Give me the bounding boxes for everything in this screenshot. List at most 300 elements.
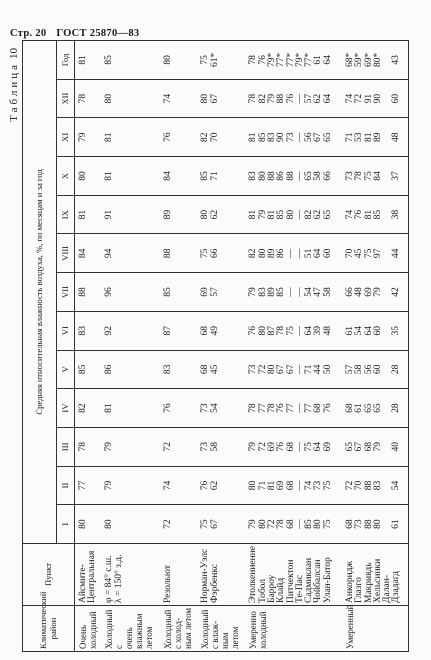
humidity-value: 85 [104, 55, 115, 65]
point-name: Макривдь [363, 562, 374, 603]
point-name: λ = 150° з.д. [113, 554, 124, 603]
humidity-value: 84 [78, 248, 88, 259]
humidity-value: 67 [276, 364, 287, 375]
humidity-value: 64 [304, 325, 315, 336]
point-name: Улан-Батор [322, 557, 333, 603]
point-name: Клайд [276, 577, 287, 603]
point-name: Барроу [266, 574, 277, 603]
value-cell [75, 41, 102, 80]
humidity-value: 74 [345, 209, 355, 220]
humidity-value: 48 [354, 287, 365, 297]
point-name: Фэрбенкс [209, 564, 220, 603]
humidity-value: 81 [104, 132, 115, 143]
point-name: Тобол [257, 578, 268, 603]
humidity-value: 75 [304, 442, 315, 452]
humidity-value: 69 [200, 287, 211, 297]
humidity-value: 59* [354, 52, 365, 67]
point-name: Чойбалсан [313, 559, 324, 603]
humidity-value: 72 [345, 480, 355, 491]
climate-region-cell [75, 606, 102, 652]
humidity-value: 94 [104, 248, 115, 259]
humidity-value: 54 [354, 325, 365, 336]
humidity-value: 53 [354, 132, 365, 143]
standard-code: ГОСТ 25870—83 [56, 28, 140, 39]
humidity-value: — [294, 442, 305, 452]
point-name: Глазго [354, 577, 365, 603]
humidity-value: 81 [104, 403, 115, 413]
humidity-value: 68 [345, 519, 355, 529]
value-cell [75, 195, 102, 234]
humidity-value: 76 [163, 403, 174, 413]
value-cell [101, 41, 160, 80]
value-cell [342, 118, 409, 157]
humidity-value: 72 [257, 442, 268, 452]
climate-region-line: Очень [78, 625, 88, 649]
value-cell [101, 118, 160, 157]
humidity-value: — [294, 209, 305, 220]
humidity-value: 85 [78, 364, 88, 375]
humidity-value: 60 [372, 325, 383, 336]
value-cell [101, 273, 160, 312]
table-row [75, 41, 102, 652]
value-cell [245, 195, 342, 234]
humidity-value: 75 [322, 519, 333, 529]
humidity-value: 80 [104, 93, 115, 104]
humidity-value: 79 [248, 519, 259, 529]
humidity-value: 79 [104, 442, 115, 452]
humidity-value: 81 [248, 132, 259, 143]
climate-region-line: ным летом [182, 607, 193, 649]
value-cell [160, 234, 197, 273]
humidity-value: 87 [266, 325, 277, 336]
humidity-value: 83 [248, 171, 259, 181]
humidity-value: 69 [266, 442, 277, 452]
value-cell [342, 427, 409, 466]
table-row [342, 41, 409, 652]
humidity-value: 88 [363, 480, 374, 491]
humidity-value: 81 [266, 209, 277, 220]
value-cell [160, 505, 197, 544]
humidity-value: 73 [285, 132, 296, 143]
humidity-value: 85 [372, 209, 383, 220]
humidity-value: 69* [363, 52, 374, 67]
humidity-value: 42 [391, 287, 402, 297]
humidity-value: 64 [313, 442, 324, 452]
humidity-value: 58 [354, 364, 365, 375]
point-name: Анкоридж [345, 560, 355, 603]
humidity-value: 76 [285, 93, 296, 104]
humidity-value: 80 [248, 480, 259, 491]
humidity-value: 89 [163, 209, 174, 220]
point-name: Центральная [87, 550, 98, 603]
humidity-value: 54 [304, 287, 315, 297]
humidity-value: 68 [285, 442, 296, 452]
point-name: Айсмите- [78, 564, 88, 603]
table-row [160, 41, 197, 652]
humidity-value: 45 [209, 364, 220, 375]
value-cell [342, 505, 409, 544]
humidity-value: 64 [313, 248, 324, 259]
value-cell [342, 234, 409, 273]
humidity-value: 75 [200, 55, 211, 65]
humidity-value: 83 [78, 325, 88, 336]
humidity-value: — [294, 248, 305, 259]
humidity-value: 57 [345, 364, 355, 375]
table-row [101, 41, 160, 652]
humidity-value: 80 [163, 55, 174, 65]
humidity-value: 77* [276, 52, 287, 67]
humidity-value: 35 [391, 325, 402, 336]
humidity-value: 79 [266, 93, 277, 104]
value-cell [342, 466, 409, 505]
humidity-value: 64 [363, 325, 374, 336]
humidity-value: 83 [266, 132, 277, 143]
humidity-value: — [294, 132, 305, 143]
humidity-value: 78 [248, 93, 259, 104]
value-cell [197, 41, 245, 80]
climate-region-cell [197, 606, 245, 652]
table-word: Таблица [8, 62, 20, 122]
humidity-value: 72 [257, 364, 268, 375]
humidity-value: 80 [200, 93, 211, 104]
table-number: 10 [8, 48, 20, 59]
humidity-value: 84 [163, 171, 174, 181]
humidity-value: 79* [266, 52, 277, 67]
value-cell [160, 195, 197, 234]
humidity-value: 73 [200, 442, 211, 452]
humidity-value: 66 [345, 287, 355, 297]
humidity-value: 64 [322, 93, 333, 104]
humidity-value: 58 [322, 287, 333, 297]
point-cell [160, 544, 197, 606]
value-cell [245, 350, 342, 389]
climate-region-line: Холодный [104, 609, 115, 649]
point-cell [245, 544, 342, 606]
humidity-value: 82 [200, 132, 211, 143]
humidity-value: 43 [391, 55, 402, 65]
humidity-value: 77 [285, 403, 296, 413]
humidity-value: 73 [313, 480, 324, 491]
value-cell [101, 389, 160, 428]
humidity-value: 69 [276, 480, 287, 491]
humidity-value: 69 [363, 287, 374, 297]
humidity-value: 75 [200, 519, 211, 529]
humidity-value: 87 [163, 325, 174, 336]
humidity-value: 74 [163, 480, 174, 491]
humidity-value: 67 [354, 442, 365, 452]
humidity-value: 66 [209, 248, 220, 259]
month-header: VI [57, 311, 75, 350]
humidity-value: 82 [304, 209, 315, 220]
climate-region-line: с влаж- [210, 620, 221, 649]
climate-region-line: холодный [87, 611, 98, 649]
value-cell [75, 350, 102, 389]
humidity-value: 78 [354, 171, 365, 181]
humidity-value: 85 [200, 171, 211, 181]
humidity-value: 65 [304, 171, 315, 181]
page-number: Стр. 20 [10, 28, 47, 39]
humidity-value: — [285, 287, 296, 297]
humidity-value: 71 [257, 480, 268, 491]
point-name: Норман-Уэлс [200, 548, 211, 603]
humidity-value: 65 [322, 132, 333, 143]
humidity-value: 80 [257, 248, 268, 259]
humidity-value: 86 [104, 364, 115, 375]
value-cell [101, 234, 160, 273]
value-cell [245, 311, 342, 350]
humidity-value: 68 [363, 442, 374, 452]
value-cell [160, 118, 197, 157]
value-cell [75, 505, 102, 544]
humidity-value: 79 [248, 287, 259, 297]
table-row [197, 41, 245, 652]
humidity-value: 61 [391, 519, 402, 529]
humidity-value: 56 [363, 364, 374, 375]
humidity-value: 71 [209, 171, 220, 181]
humidity-value: 65 [322, 209, 333, 220]
humidity-value: 73 [345, 171, 355, 181]
humidity-value: 85 [163, 287, 174, 297]
humidity-value: 80 [257, 325, 268, 336]
humidity-value: 75 [322, 480, 333, 491]
humidity-value: 70 [354, 480, 365, 491]
value-cell [75, 427, 102, 466]
humidity-value: 79 [372, 287, 383, 297]
month-header: VIII [57, 234, 75, 273]
humidity-value: 38 [391, 209, 402, 220]
humidity-value: 80 [257, 519, 268, 529]
humidity-value: 79 [248, 442, 259, 452]
page-header [10, 28, 146, 39]
humidity-value: 91 [363, 93, 374, 104]
value-cell [160, 466, 197, 505]
climate-region-line: Холодный [200, 609, 211, 649]
value-cell [342, 350, 409, 389]
humidity-value: 60 [391, 93, 402, 104]
humidity-value: — [285, 248, 296, 259]
humidity-value: 75 [285, 325, 296, 336]
humidity-value: 72 [266, 519, 277, 529]
humidity-value: 81 [363, 209, 374, 220]
climate-region-line: с холод- [173, 617, 184, 649]
humidity-value: 60 [322, 248, 333, 259]
humidity-value: 73 [248, 364, 259, 375]
humidity-value: 90 [276, 132, 287, 143]
value-cell [197, 273, 245, 312]
climate-region-cell [160, 606, 197, 652]
humidity-value: 61 [313, 55, 324, 65]
value-cell [245, 505, 342, 544]
humidity-value: 76 [257, 55, 268, 65]
humidity-value: 54 [391, 480, 402, 491]
humidity-value: 64 [322, 55, 333, 65]
humidity-value: 62 [209, 480, 220, 491]
humidity-value: 74 [163, 93, 174, 104]
climate-region-line: очень [124, 627, 135, 649]
humidity-value: 86 [276, 248, 287, 259]
humidity-value: 78 [248, 403, 259, 413]
humidity-value: 70 [345, 248, 355, 259]
point-cell [101, 544, 160, 606]
humidity-value: 79 [78, 132, 88, 143]
humidity-value: 78 [276, 519, 287, 529]
humidity-value: 97 [372, 248, 383, 259]
humidity-value: 28 [391, 403, 402, 413]
humidity-value: 80* [372, 52, 383, 67]
climate-region-line: ным [220, 632, 231, 649]
climate-region-line: летом [143, 626, 154, 649]
value-cell [245, 118, 342, 157]
humidity-value: 74 [345, 93, 355, 104]
humidity-value: 68 [285, 519, 296, 529]
value-cell [75, 79, 102, 118]
value-cell [75, 311, 102, 350]
humidity-value: 76 [248, 325, 259, 336]
humidity-value: 92 [104, 325, 115, 336]
value-cell [245, 234, 342, 273]
humidity-value: 48 [322, 325, 333, 336]
value-cell [342, 311, 409, 350]
humidity-value: 79 [372, 442, 383, 452]
humidity-value: 65 [345, 442, 355, 452]
humidity-value: 68 [200, 325, 211, 336]
humidity-value: 83 [372, 480, 383, 491]
humidity-value: 88 [266, 171, 277, 181]
value-cell [101, 311, 160, 350]
climate-region-line: холодный [258, 611, 269, 649]
humidity-value: 67 [285, 364, 296, 375]
humidity-value: 66 [322, 171, 333, 181]
month-header: XII [57, 79, 75, 118]
humidity-value: 76 [276, 442, 287, 452]
humidity-value: 82 [78, 403, 88, 413]
value-cell [245, 273, 342, 312]
header-group: Средняя относительная влажность воздуха, %, по месяцам и за год [23, 41, 57, 544]
point-name: Резольют [163, 564, 174, 603]
value-cell [101, 350, 160, 389]
value-cell [342, 79, 409, 118]
humidity-value: 84 [372, 171, 383, 181]
humidity-value: — [294, 325, 305, 336]
value-cell [160, 427, 197, 466]
humidity-value: 89 [266, 287, 277, 297]
humidity-value: 58 [209, 442, 220, 452]
humidity-value: 77 [304, 403, 315, 413]
header-climate-region: Климатический район [23, 606, 75, 652]
value-cell [342, 273, 409, 312]
humidity-value: 77* [285, 52, 296, 67]
month-header: II [57, 466, 75, 505]
humidity-value: 79 [257, 209, 268, 220]
value-cell [197, 350, 245, 389]
month-header: VII [57, 273, 75, 312]
value-cell [245, 389, 342, 428]
humidity-value: 81 [363, 132, 374, 143]
humidity-value: — [294, 403, 305, 413]
humidity-value: 65 [363, 403, 374, 413]
point-name: Далан- [382, 575, 393, 603]
humidity-value: 67 [313, 132, 324, 143]
humidity-value: 76 [354, 209, 365, 220]
humidity-value: 73 [200, 403, 211, 413]
value-cell [245, 79, 342, 118]
humidity-value: 62 [313, 209, 324, 220]
climate-region-line: летом [229, 626, 240, 649]
humidity-value: 88 [363, 519, 374, 529]
humidity-value: 54 [209, 403, 220, 413]
climate-region-cell [245, 606, 342, 652]
humidity-value: 80 [257, 171, 268, 181]
value-cell [75, 273, 102, 312]
humidity-value: 37 [391, 171, 402, 181]
value-cell [197, 157, 245, 196]
humidity-value: 81 [78, 209, 88, 220]
humidity-value: 96 [104, 287, 115, 297]
value-cell [342, 41, 409, 80]
humidity-value: 80 [78, 171, 88, 181]
humidity-value: 48 [391, 132, 402, 143]
month-header: IV [57, 389, 75, 428]
humidity-value: 71 [345, 132, 355, 143]
value-cell [101, 505, 160, 544]
humidity-value: 78 [276, 325, 287, 336]
humidity-value: 60 [372, 364, 383, 375]
humidity-value: 68 [345, 403, 355, 413]
value-cell [75, 466, 102, 505]
humidity-value: 70 [209, 132, 220, 143]
humidity-value: 57 [304, 93, 315, 104]
humidity-value: 56 [304, 132, 315, 143]
point-name: Дзадагд [391, 571, 402, 603]
value-cell [160, 273, 197, 312]
humidity-value: — [294, 519, 305, 529]
humidity-value: 89 [372, 132, 383, 143]
value-cell [197, 79, 245, 118]
humidity-value: — [294, 171, 305, 181]
humidity-value: 80 [372, 519, 383, 529]
value-cell [75, 389, 102, 428]
month-header: XI [57, 118, 75, 157]
humidity-value: 68* [345, 52, 355, 67]
humidity-value: 78 [266, 403, 277, 413]
value-cell [101, 466, 160, 505]
humidity-value: 72 [163, 519, 174, 529]
value-cell [197, 427, 245, 466]
humidity-value: 72 [163, 442, 174, 452]
humidity-value: 68 [313, 403, 324, 413]
value-cell [160, 350, 197, 389]
humidity-value: 75 [363, 248, 374, 259]
humidity-value: 44 [391, 248, 402, 259]
point-name: Садмиклан [304, 557, 315, 603]
value-cell [197, 466, 245, 505]
humidity-value: 85 [257, 132, 268, 143]
point-cell [197, 544, 245, 606]
humidity-value: 80 [285, 209, 296, 220]
value-cell [245, 41, 342, 80]
value-cell [75, 157, 102, 196]
humidity-value: 80 [313, 519, 324, 529]
humidity-value: 77 [257, 403, 268, 413]
value-cell [197, 311, 245, 350]
humidity-value: 88 [163, 248, 174, 259]
value-cell [245, 157, 342, 196]
humidity-value: 80 [200, 209, 211, 220]
humidity-value: 85 [304, 519, 315, 529]
value-cell [160, 157, 197, 196]
humidity-value: 69 [322, 442, 333, 452]
humidity-value: 78 [78, 442, 88, 452]
